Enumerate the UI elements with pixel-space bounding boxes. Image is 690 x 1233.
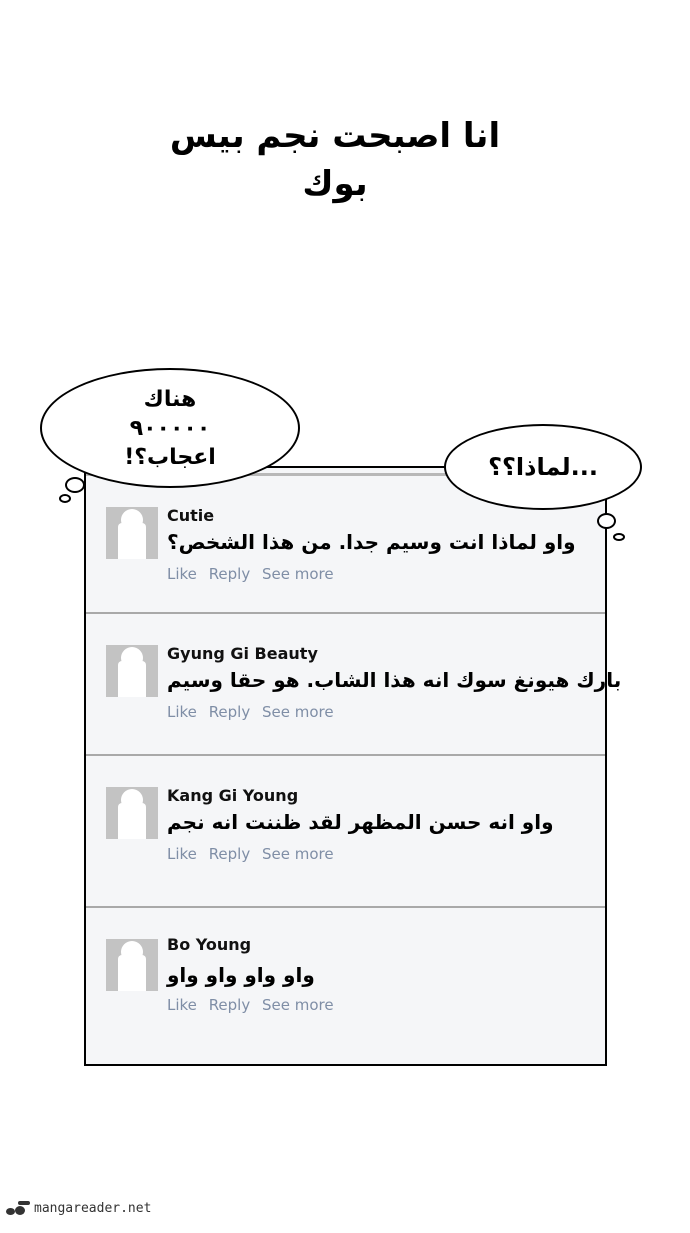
comment-item xyxy=(86,756,605,906)
like-link[interactable]: Like xyxy=(167,565,197,583)
thought-bubble-likes xyxy=(40,368,300,488)
comment-actions xyxy=(167,996,341,1014)
see-more-link[interactable]: See more xyxy=(262,996,334,1014)
comment-actions xyxy=(167,565,341,583)
thought-bubble-dot-large xyxy=(597,513,616,529)
thought-bubble-dot-small xyxy=(613,533,625,541)
bubble-line-3: اعجاب؟! xyxy=(124,444,216,470)
thought-bubble-why xyxy=(444,424,642,510)
avatar[interactable] xyxy=(106,787,158,839)
like-link[interactable]: Like xyxy=(167,845,197,863)
like-link[interactable]: Like xyxy=(167,996,197,1014)
reply-link[interactable]: Reply xyxy=(208,996,251,1014)
comments-panel xyxy=(84,466,622,1066)
page-title: انا اصبحت نجم بيس بوك xyxy=(169,116,501,204)
comment-text: واو انه حسن المظهر لقد ظننت انه نجم xyxy=(167,810,554,834)
reply-link[interactable]: Reply xyxy=(208,703,251,721)
comment-actions xyxy=(167,703,341,721)
comment-actions xyxy=(167,845,341,863)
watermark xyxy=(4,1200,151,1216)
comment-text: واو واو واو واو xyxy=(167,963,315,987)
watermark-text: mangareader.net xyxy=(34,1200,152,1216)
comment-text: بارك هيونغ سوك انه هذا الشاب. هو حقا وسيم xyxy=(167,668,622,692)
reply-link[interactable]: Reply xyxy=(208,565,251,583)
commenter-name[interactable]: Bo Young xyxy=(167,935,252,954)
avatar-body-icon xyxy=(118,523,146,559)
avatar-body-icon xyxy=(118,955,146,991)
avatar[interactable] xyxy=(106,645,158,697)
avatar[interactable] xyxy=(106,507,158,559)
commenter-name[interactable]: Kang Gi Young xyxy=(167,786,299,805)
comment-item xyxy=(86,908,605,1064)
avatar-body-icon xyxy=(118,661,146,697)
see-more-link[interactable]: See more xyxy=(262,703,334,721)
avatar-body-icon xyxy=(118,803,146,839)
commenter-name[interactable]: Gyung Gi Beauty xyxy=(167,644,318,663)
bubble-line-2: ٩٠٠٠٠٠ xyxy=(129,415,211,441)
bubble-why-text: ...لماذا؟؟ xyxy=(488,453,598,481)
comment-text: واو لماذا انت وسيم جدا. من هذا الشخص؟ xyxy=(167,530,576,554)
mangareader-logo-icon xyxy=(4,1200,32,1216)
avatar[interactable] xyxy=(106,939,158,991)
thought-bubble-dot-large xyxy=(65,477,85,493)
commenter-name[interactable]: Cutie xyxy=(167,506,215,525)
see-more-link[interactable]: See more xyxy=(262,845,334,863)
thought-bubble-dot-small xyxy=(59,494,71,503)
see-more-link[interactable]: See more xyxy=(262,565,334,583)
bubble-line-1: هناك xyxy=(143,386,197,412)
like-link[interactable]: Like xyxy=(167,703,197,721)
comment-item xyxy=(86,614,622,754)
reply-link[interactable]: Reply xyxy=(208,845,251,863)
